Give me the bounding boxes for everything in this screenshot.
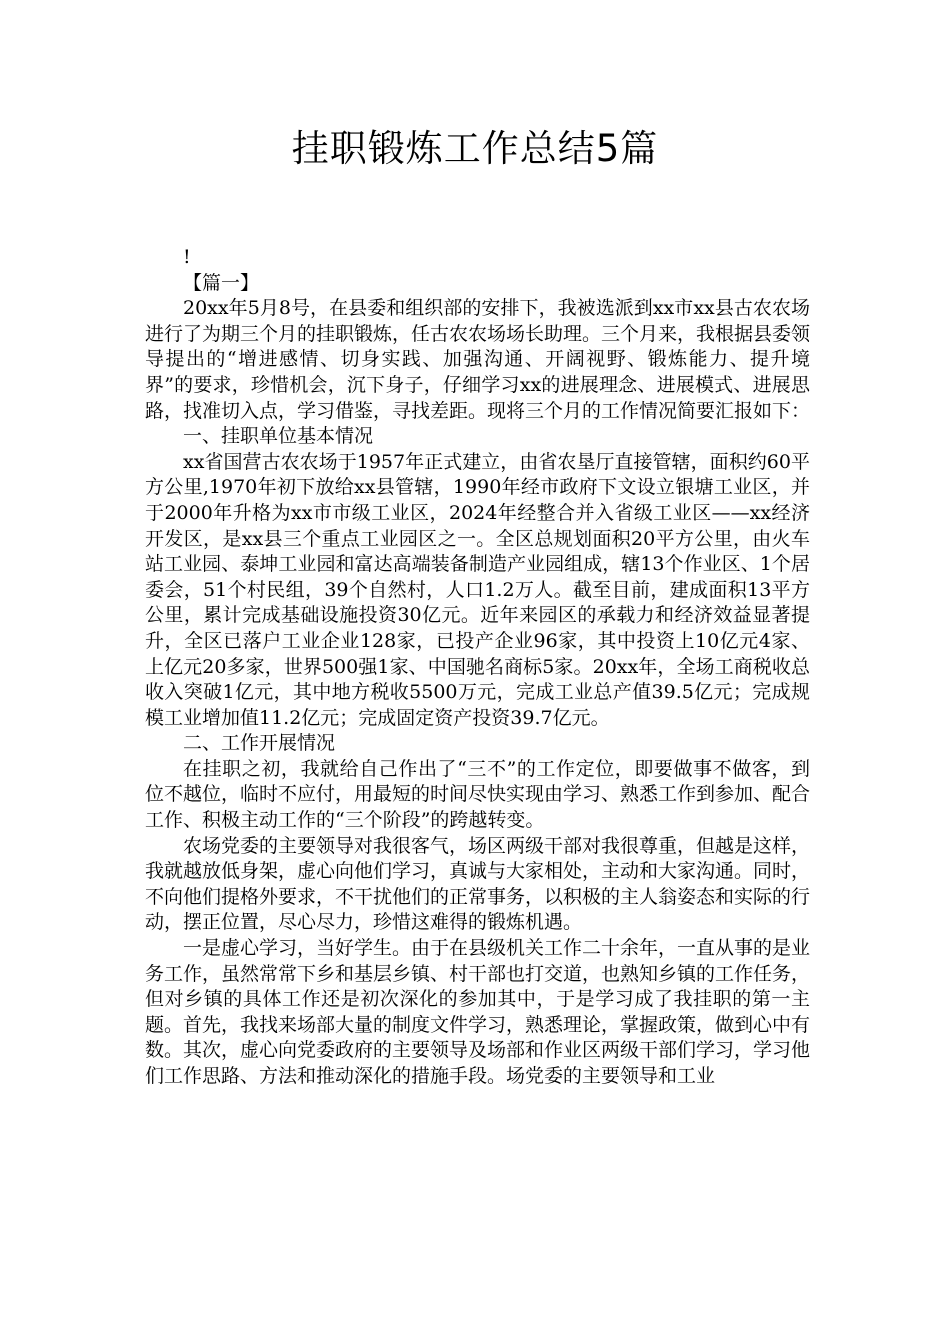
paragraph: 20xx年5月8号，在县委和组织部的安排下，我被选派到xx市xx县古农农场进行了为期三个月的挂职锻炼，任古农农场场长助理。三个月来，我根据县委领导提出的“增进感情、切身实践、加强沟通、开阔视野、锻炼能力、提升境界”的要求，珍惜机会，沉下身子，仔细学习xx的进展理念、进展模式、进展思路，找准切入点，学习借鉴，寻找差距。现将三个月的工作情况简要汇报如下： [145,297,811,422]
document-title: 挂职锻炼工作总结5篇 [291,127,659,170]
section-heading: 二、工作开展情况 [183,732,336,755]
paragraph: 农场党委的主要领导对我很客气，场区两级干部对我很尊重，但越是这样，我就越放低身架，虚心向他们学习，真诚与大家相处，主动和大家沟通。同时，不向他们提格外要求，不干扰他们的正常事务，以积极的主人翁姿态和实际的行动，摆正位置，尽心尽力，珍惜这难得的锻炼机遇。 [145,834,811,934]
paragraph: ! [183,246,191,268]
paragraph: xx省国营古农农场于1957年正式建立，由省农垦厅直接管辖，面积约60平方公里,1970年初下放给xx县管辖，1990年经市政府下文设立银塘工业区，并于2000年升格为xx市市级工业区，2024年经整合并入省级工业区——xx经济开发区，是xx县三个重点工业园区之一。全区总规划面积20平方公里，由火车站工业园、泰坤工业园和富达高端装备制造产业园组成，辖13个作业区、1个居委会，51个村民组，39个自然村，人口1.2万人。截至目前，建成面积13平方公里，累计完成基础设施投资30亿元。近年来园区的承载力和经济效益显著提升，全区已落户工业企业128家，已投产企业96家，其中投资上10亿元4家、上亿元20多家，世界500强1家、中国驰名商标5家。20xx年，全场工商税收总收入突破1亿元，其中地方税收5500万元，完成工业总产值39.5亿元；完成规模工业增加值11.2亿元；完成固定资产投资39.7亿元。 [145,450,810,729]
section-heading: 【篇一】 [183,271,260,294]
document-body [145,245,810,1090]
paragraph: 一是虚心学习，当好学生。由于在县级机关工作二十余年，一直从事的是业务工作，虽然常常下乡和基层乡镇、村干部也打交道，也熟知乡镇的工作任务，但对乡镇的具体工作还是初次深化的参加其中，于是学习成了我挂职的第一主题。首先，我找来场部大量的制度文件学习，熟悉理论，掌握政策，做到心中有数。其次，虚心向党委政府的主要领导及场部和作业区两级干部们学习，学习他们工作思路、方法和推动深化的措施手段。场党委的主要领导和工业 [145,937,811,1087]
paragraph: 在挂职之初，我就给自己作出了“三不”的工作定位，即要做事不做客，到位不越位，临时不应付，用最短的时间尽快实现由学习、熟悉工作到参加、配合工作、积极主动工作的“三个阶段”的跨越转变。 [145,757,811,832]
section-heading: 一、挂职单位基本情况 [183,425,374,448]
